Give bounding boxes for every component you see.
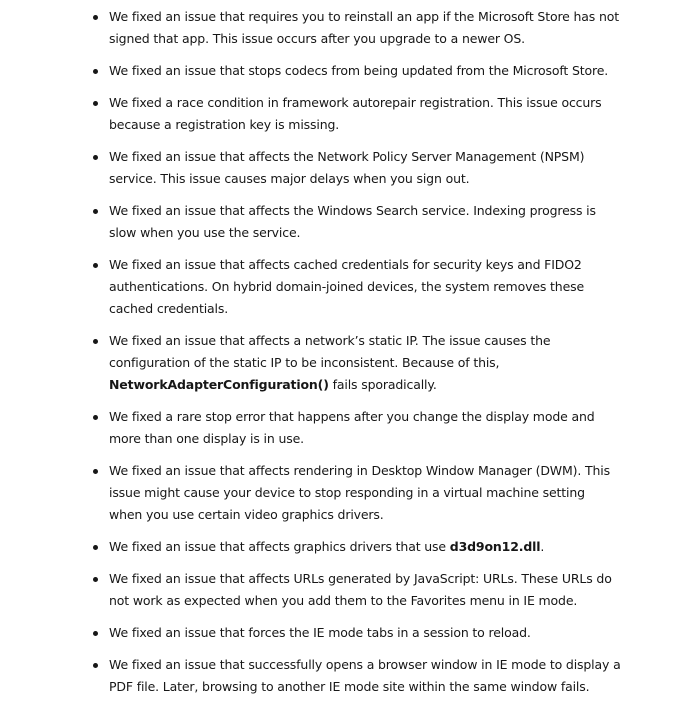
list-item xyxy=(91,654,621,698)
list-item-text: We fixed an issue that stops codecs from being updated from the Microsoft Store. xyxy=(109,63,609,78)
list-item-text: We fixed a race condition in framework autorepair registration. This issue occurs because a registration key is missing. xyxy=(109,95,602,132)
bullet-icon xyxy=(93,155,98,160)
list-item-text: We fixed an issue that successfully opens a browser window in IE mode to display a PDF file. Later, browsing to another IE mode site within the same window fails. xyxy=(109,657,621,694)
list-item-text-before: We fixed an issue that affects a network’s static IP. The issue causes the configuration of the static IP to be inconsistent. Because of this, xyxy=(109,333,551,370)
list-item-text-before: We fixed an issue that affects graphics drivers that use xyxy=(109,539,450,554)
list-item-text: We fixed an issue that affects cached credentials for security keys and FIDO2 authentications. On hybrid domain-joined devices, the system removes these cached credentials. xyxy=(109,257,585,316)
bullet-icon xyxy=(93,339,98,344)
list-item xyxy=(91,460,621,526)
bullet-icon xyxy=(93,415,98,420)
bullet-icon xyxy=(93,263,98,268)
bullet-icon xyxy=(93,663,98,668)
list-item xyxy=(91,330,621,396)
fix-list xyxy=(91,6,621,708)
list-item-text: We fixed an issue that affects rendering in Desktop Window Manager (DWM). This issue might cause your device to stop responding in a virtual machine setting when you use certain video graphics drivers. xyxy=(109,463,610,522)
list-item xyxy=(91,622,621,644)
code-term: NetworkAdapterConfiguration() xyxy=(109,377,329,392)
bullet-icon xyxy=(93,15,98,20)
list-item xyxy=(91,60,621,82)
bullet-icon xyxy=(93,545,98,550)
code-term: d3d9on12.dll xyxy=(449,539,541,554)
bullet-icon xyxy=(93,69,98,74)
list-item-text: We fixed an issue that affects the Windows Search service. Indexing progress is slow when you use the service. xyxy=(109,203,596,240)
list-item xyxy=(91,200,621,244)
list-item xyxy=(91,92,621,136)
list-item xyxy=(91,6,621,50)
list-item-text: We fixed a rare stop error that happens after you change the display mode and more than one display is in use. xyxy=(109,409,595,446)
list-item-text: We fixed an issue that affects URLs generated by JavaScript: URLs. These URLs do not work as expected when you add them to the Favorites menu in IE mode. xyxy=(109,571,612,608)
bullet-icon xyxy=(93,209,98,214)
bullet-icon xyxy=(93,101,98,106)
list-item-text: We fixed an issue that requires you to reinstall an app if the Microsoft Store has not signed that app. This issue occurs after you upgrade to a newer OS. xyxy=(109,9,620,46)
list-item xyxy=(91,568,621,612)
list-item-text-after: fails sporadically. xyxy=(328,377,437,392)
bullet-icon xyxy=(93,577,98,582)
bullet-icon xyxy=(93,631,98,636)
list-item-text: We fixed an issue that affects the Network Policy Server Management (NPSM) service. This issue causes major delays when you sign out. xyxy=(109,149,585,186)
list-item xyxy=(91,406,621,450)
list-item-text: We fixed an issue that forces the IE mode tabs in a session to reload. xyxy=(109,625,531,640)
list-item xyxy=(91,536,621,558)
list-item xyxy=(91,146,621,190)
list-item xyxy=(91,254,621,320)
list-item-text-after: . xyxy=(540,539,545,554)
bullet-icon xyxy=(93,469,98,474)
